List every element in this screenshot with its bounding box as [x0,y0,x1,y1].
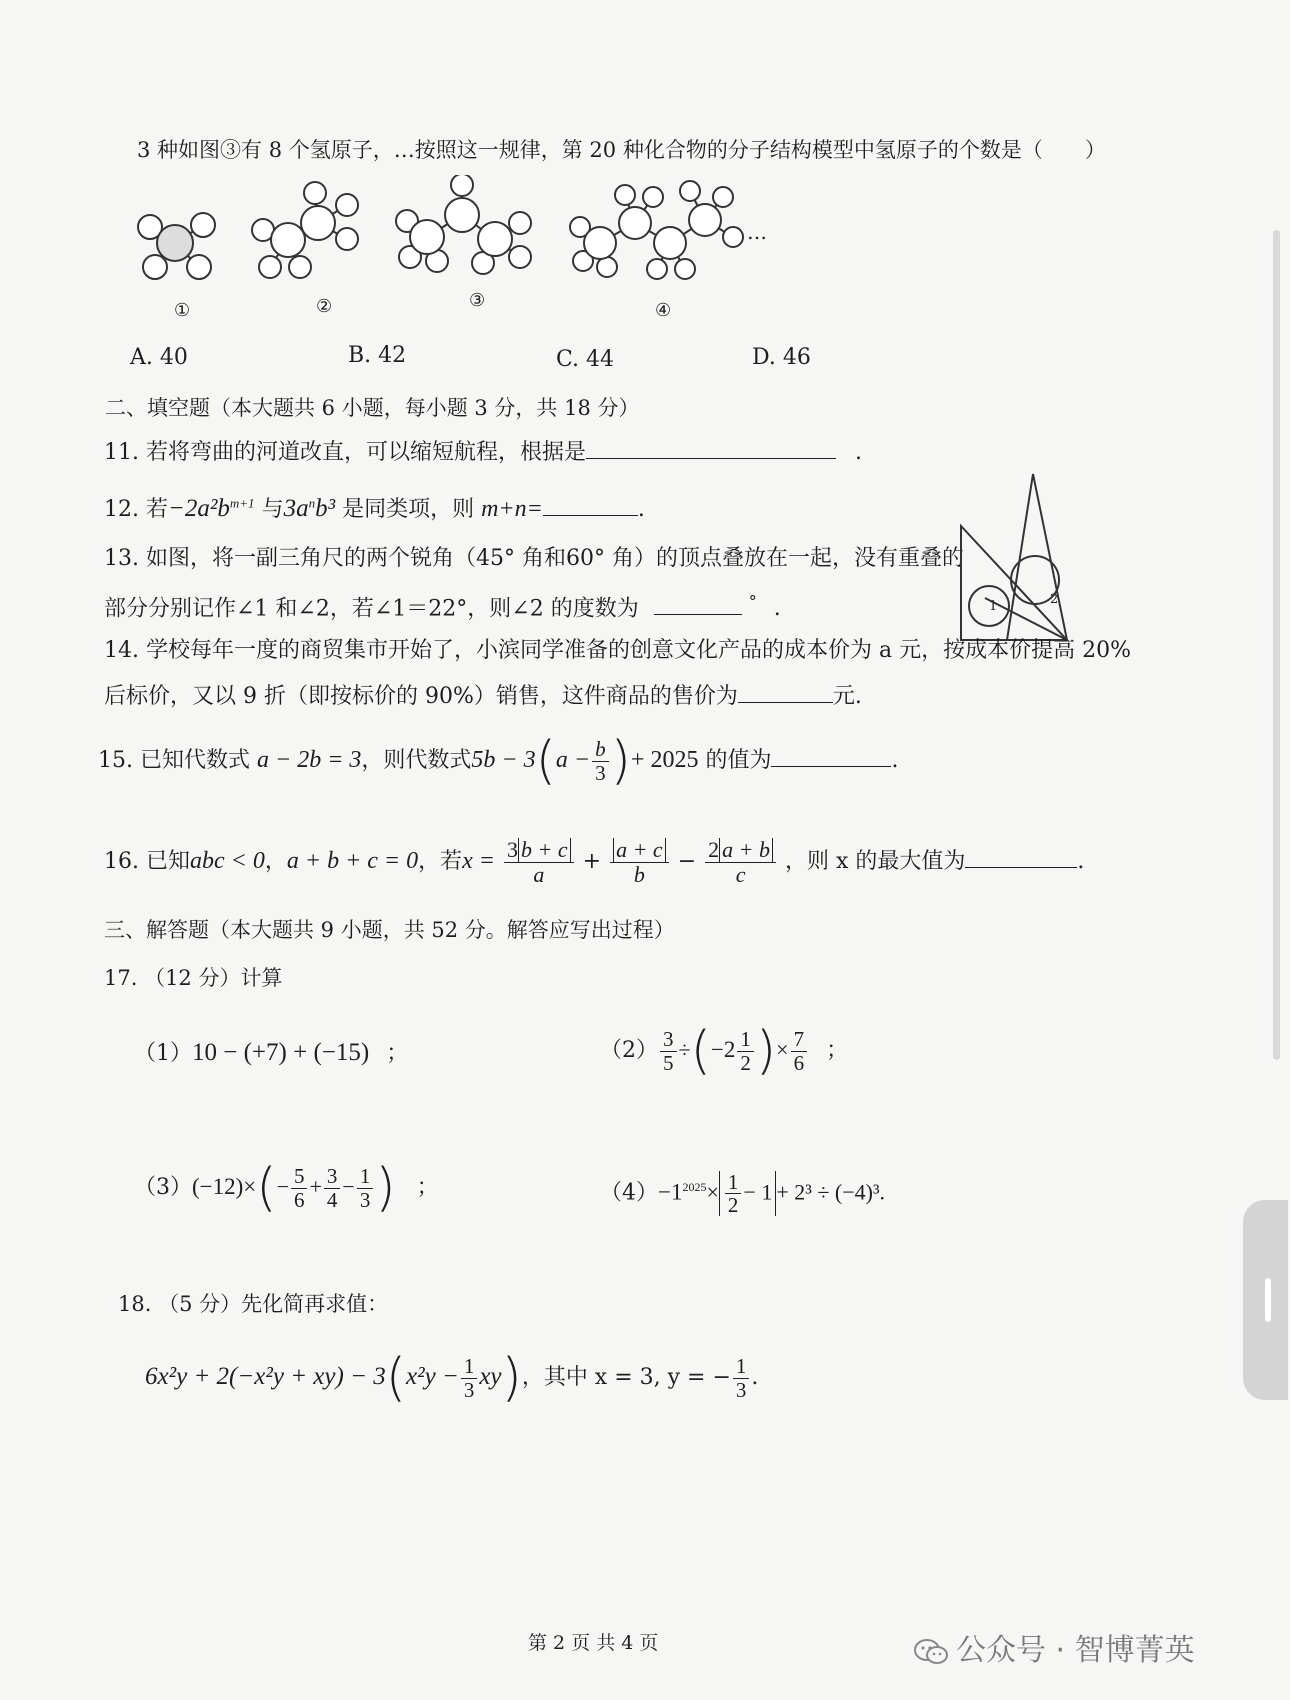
q17-p2-fd2: 2 [740,1050,751,1075]
q18-expression [145,1342,758,1413]
q17-p4-times: × [706,1179,719,1205]
q17-p2-fd3: 6 [793,1050,805,1075]
q17-p2-end: ； [826,1038,849,1063]
molecule-4 [570,181,743,279]
q14-unit: 元. [832,684,862,709]
fig-label-3: ③ [469,290,486,311]
q14-num: 14. [104,638,139,663]
q13-answer-blank[interactable] [654,613,742,615]
q17-part2 [600,1015,848,1086]
q17-p3-lead: (−12)× [192,1174,257,1199]
q17-p3-fn2: 3 [324,1165,341,1188]
q17-p1-label: （1） [134,1041,192,1066]
q15-frac [592,738,609,783]
q14-line2 [104,684,862,710]
q12-exp1: m+1 [229,495,255,511]
q16-plus: + [582,849,602,874]
q11-num: 11. [104,440,139,465]
watermark-text: 公众号 · 智博菁英 [956,1633,1195,1668]
q12-exp2: n [308,495,316,511]
q17-p4-lead: −1 [658,1179,683,1205]
scrollbar[interactable] [1273,230,1280,1060]
q17-p3-frac2 [324,1165,341,1210]
q12 [104,494,645,524]
q17-p3-fd2: 4 [326,1187,338,1212]
side-drawer-handle[interactable] [1243,1200,1288,1400]
q17-p2-fd1: 5 [663,1050,674,1075]
q16-f1-den: a [533,862,545,888]
q15-post: 的值为 [705,748,772,773]
q17-p3-fd1: 6 [293,1187,305,1212]
q18-rparen: ) [501,1348,522,1408]
q17-p2-frac1 [660,1028,677,1073]
q13-angle1-label: 1 [989,599,998,614]
q14-text1: 学校每年一度的商贸集市开始了，小滨同学准备的创意文化产品的成本价为 a 元，按成本价提高 20% [146,638,1131,663]
q17-p3-frac3 [357,1165,374,1210]
q13-text1: 如图，将一副三角尺的两个锐角（45° 角和60° 角）的顶点叠放在一起，没有重叠的 [146,546,964,571]
q17-p2-frac3 [791,1028,808,1073]
q17-p4-fn: 1 [725,1171,742,1194]
q17-p3-rparen: ) [375,1158,396,1218]
q12-term1: −2a²b [168,495,230,522]
q16-f3-coef: 2 [708,836,720,862]
q10-stem: 3 种如图③有 8 个氢原子，…按照这一规律，第 20 种化合物的分子结构模型中氢原子的个数是（ ） [137,138,1106,162]
q17-p3-minus: − [342,1174,355,1199]
q17-p2-fn1: 3 [660,1028,677,1051]
q16-num: 16. [104,849,139,874]
q16-end: . [1077,849,1085,874]
q11 [104,440,862,466]
option-c: C. 44 [556,347,615,372]
q18-frac [461,1355,478,1400]
q16-c1: abc < 0 [190,848,265,874]
q11-end: . [855,440,863,465]
q15-e3: + 2025 [630,747,699,773]
drawer-grip-icon [1265,1278,1271,1322]
section2-title: 二、填空题（本大题共 6 小题，每小题 3 分，共 18 分） [105,396,640,420]
q18-value-den: 3 [735,1377,747,1402]
q17-p2-fn3: 7 [791,1028,808,1051]
q16-f3-den: c [735,862,746,888]
page-footer: 第 2 页 共 4 页 [528,1632,659,1654]
q13-triangle-figure [955,468,1080,648]
q15-frac-den: 3 [595,760,606,785]
q15-end: . [891,748,899,773]
q15-frac-num: b [592,738,609,761]
q13-text2: 部分分别记作∠1 和∠2，若∠1＝22°，则∠2 的度数为 [104,596,639,622]
option-a: A. 40 [130,345,188,370]
q15 [98,730,898,791]
q15-rparen: ) [610,731,631,791]
q17-p2-fn2: 1 [737,1028,754,1051]
q15-answer-blank[interactable] [771,765,891,767]
q17-p3-fd3: 3 [359,1187,371,1212]
q17-p3-lparen: ( [256,1158,277,1218]
q15-pre: 已知代数式 [140,748,251,773]
q16-frac3 [705,838,776,886]
q17-p2-div: ÷ [678,1037,691,1062]
q13-num: 13. [104,546,139,571]
q16-f2-den: b [633,862,645,888]
q17-p4-inner-tail: − 1 [743,1179,773,1205]
q17-p3-end: ； [416,1175,439,1200]
q17-p2-rparen: ) [755,1021,777,1081]
q17-p4-tail: + 2³ ÷ (−4)³. [776,1179,886,1205]
q12-post: 是同类项，则 [342,497,475,522]
q18-frac-den: 3 [463,1377,475,1402]
q13-line2 [104,592,781,623]
molecule-1 [138,213,215,279]
q17-p1-end: ； [386,1041,409,1066]
q15-e2: a − [555,747,591,773]
q17-p3-frac1 [291,1165,308,1210]
q11-text: 若将弯曲的河道改直，可以缩短航程，根据是 [146,440,587,465]
q12-num: 12. [104,497,139,522]
molecule-3 [396,175,531,274]
q17-p4-label: （4） [600,1180,658,1206]
q17-p3-label: （3） [134,1175,192,1200]
q16: 16. 已知abc < 0，a + b + c = 0，若x = $\frac{3 b + c}{a}$ + $\frac{a + c}{b}$ − $\frac{2 a + b}{c}$ ，则 x 的最大值为 . [104,836,1085,888]
q17-p4-exp: 2025 [682,1180,707,1194]
q13-line1 [104,546,964,572]
q13-unit: ° [748,592,757,611]
q18-lparen: ( [385,1348,406,1408]
q16-f2-abs: a + c [613,838,666,862]
q16-f1-coef: 3 [507,836,519,862]
section3-title: 三、解答题（本大题共 9 小题，共 52 分。解答应写出过程） [104,918,675,942]
q12-expr: m+n= [481,496,543,522]
q12-pre: 若 [146,497,169,522]
q18-e2: x²y − [406,1363,459,1390]
q16-minus: − [677,849,697,874]
q14-answer-blank[interactable] [738,701,833,703]
q17-p3-plus: + [309,1174,322,1199]
q17-p2-frac2 [737,1028,754,1073]
q12-mid: 与 [261,497,284,522]
q16-pre: 已知 [146,849,191,874]
q16-post: ，则 x 的最大值为 [785,849,966,874]
q16-answer-blank[interactable] [965,866,1077,868]
q14-line1 [104,638,1131,664]
q14-text2: 后标价，又以 9 折（即按标价的 90%）销售，这件商品的售价为 [104,684,738,709]
q12-answer-blank[interactable] [543,514,638,516]
q18-value-frac [733,1355,750,1400]
q16-c2: a + b + c = 0 [286,848,419,874]
q15-num: 15. [98,748,133,773]
q17-p1-expr: 10 − (+7) + (−15) [192,1039,370,1066]
q12-term2b: b³ [315,495,336,522]
fig-ellipsis: … [747,220,767,244]
q18-e3: xy [479,1363,502,1390]
q16-if: ，若 [418,849,463,874]
q18-frac-num: 1 [461,1355,478,1378]
q16-frac1 [504,838,574,886]
q15-lparen: ( [535,731,556,791]
q17-p3-neg: − [276,1174,289,1199]
q17-p3-fn1: 5 [291,1165,308,1188]
q17-p2-times: × [776,1037,789,1062]
option-b: B. 42 [348,343,407,368]
q17-p4-fd: 2 [727,1192,739,1217]
q15-cond: a − 2b = 3 [257,747,362,773]
q17-part3 [134,1152,439,1223]
molecule-figures [125,175,785,325]
q17-title: 17. （12 分）计算 [104,966,283,990]
fig-label-1: ① [174,300,191,321]
fig-label-4: ④ [655,300,672,321]
q17-part1 [134,1028,408,1079]
q17-p2-label: （2） [600,1038,658,1063]
q13-angle2-label: 2 [1050,592,1059,607]
molecule-2 [252,182,358,278]
watermark [914,1625,1195,1669]
q16-f1-abs: b + c [518,838,571,862]
option-d: D. 46 [752,345,811,370]
q16-frac2 [610,838,669,886]
q18-title: 18. （5 分）先化简再求值： [118,1292,389,1316]
q18-e1: 6x²y + 2(−x²y + xy) − 3 [145,1363,386,1390]
q13-end: . [773,596,781,622]
q17-p3-fn3: 1 [357,1165,374,1188]
q17-p4-abs [719,1171,776,1216]
q17-part4 [600,1152,885,1228]
q11-answer-blank[interactable] [586,457,836,459]
q15-e1: 5b − 3 [471,747,536,773]
q18-value-num: 1 [733,1355,750,1378]
wechat-icon [914,1639,948,1665]
q18-end: . [751,1365,759,1390]
fig-label-2: ② [316,296,333,317]
q15-mid: ，则代数式 [361,748,472,773]
q18-post: ，其中 x = 3, y = − [521,1365,731,1390]
q16-x: x = [462,848,496,874]
q12-term2: 3a [283,495,309,522]
q17-p2-lparen: ( [690,1021,711,1081]
q12-end: . [637,497,645,522]
q17-p4-frac [725,1171,742,1216]
q16-f3-abs: a + b [719,838,773,862]
q17-p2-inner: −2 [710,1037,736,1062]
